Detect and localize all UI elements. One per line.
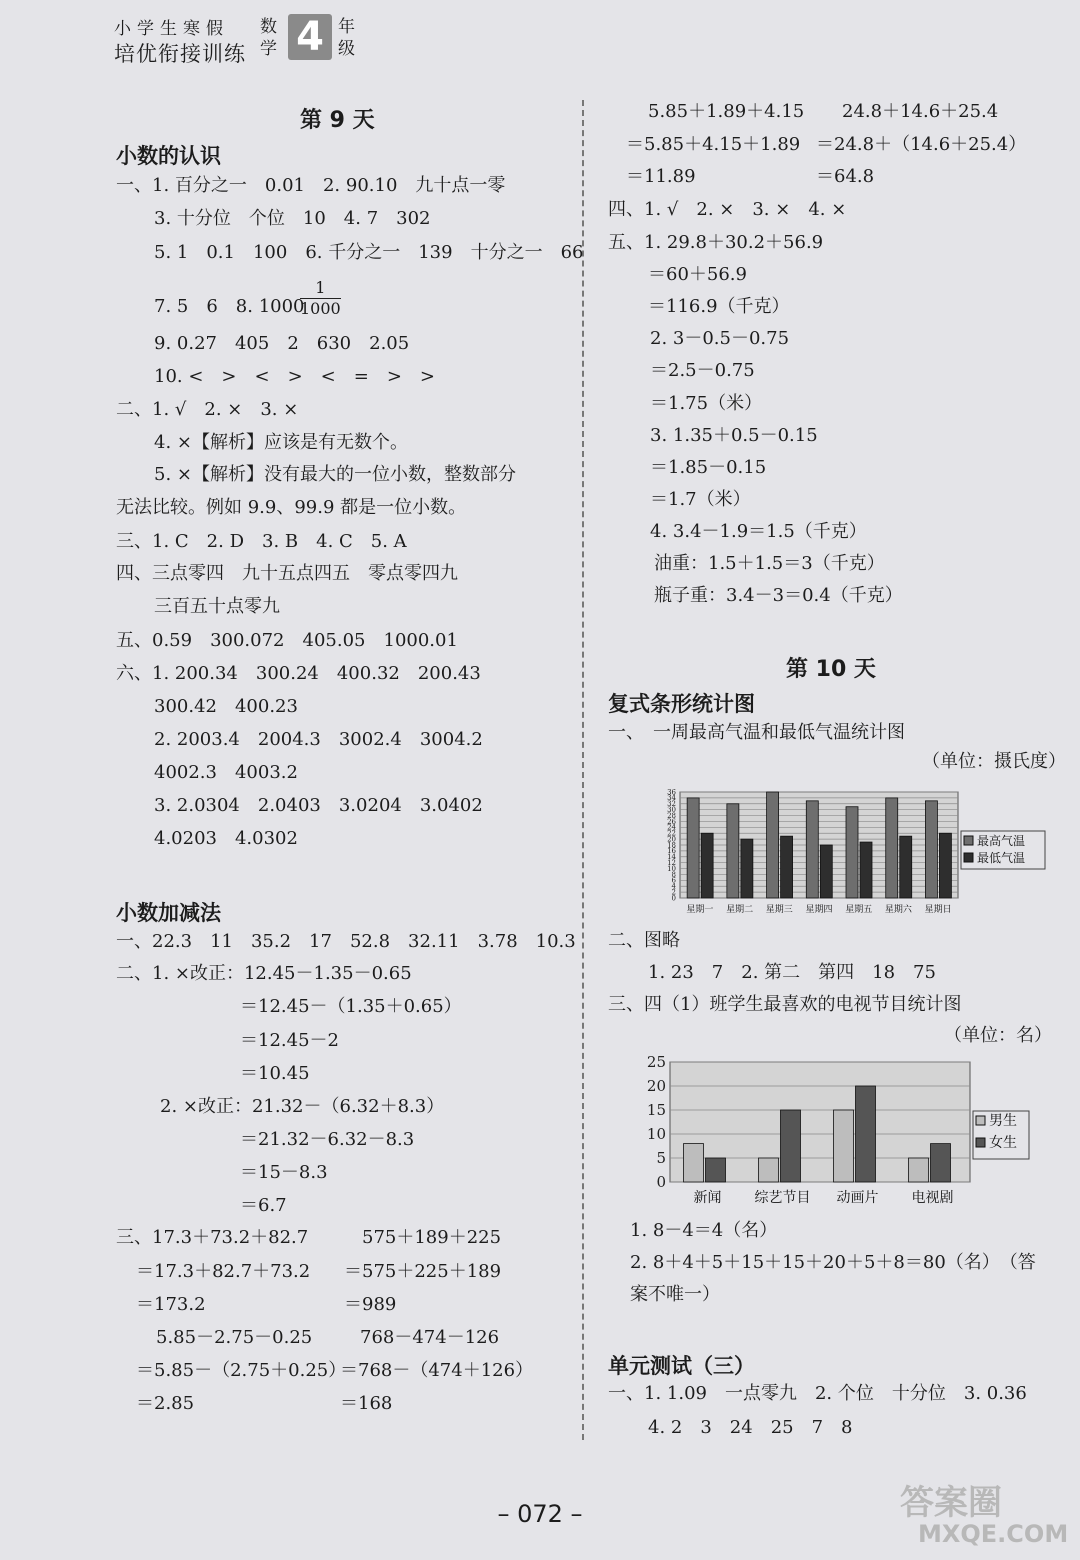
x-category-label: 新闻	[693, 1190, 722, 1206]
left-line: 2. ×改正：21.32－（6.32＋8.3）	[160, 1096, 445, 1117]
left-line: ＝10.45	[240, 1063, 310, 1084]
right-line: 4. 3.4－1.9＝1.5（千克）	[650, 521, 867, 542]
right-line: 2. 3－0.5－0.75	[650, 328, 790, 349]
bar-最高气温-星期日	[925, 801, 937, 898]
right-line: 1. 23 7 2. 第二 第四 18 75	[648, 962, 936, 983]
left-line: 7. 5 6 8. 1000	[154, 296, 305, 317]
y-tick-label: 26	[667, 817, 676, 826]
legend-swatch	[976, 1116, 985, 1125]
right-section-heading: 单元测试（三）	[608, 1353, 755, 1378]
book-header	[114, 14, 374, 66]
bar-最高气温-星期六	[886, 798, 898, 898]
x-category-label: 电视剧	[911, 1190, 954, 1206]
right-line: ＝1.75（米）	[650, 393, 763, 414]
y-tick-label: 32	[667, 800, 676, 809]
y-tick-label: 28	[667, 811, 676, 820]
fraction-1-over-1000	[300, 278, 341, 319]
x-category-label: 星期四	[805, 905, 833, 915]
temperature-bar-chart	[658, 780, 1058, 920]
left-line: 5.85－2.75－0.25	[156, 1327, 313, 1348]
right-line: 五、1. 29.8＋30.2＋56.9	[608, 232, 824, 253]
left-line: 六、1. 200.34 300.24 400.32 200.43	[116, 663, 481, 684]
right-line: 二、图略	[608, 930, 680, 951]
bar-男生-新闻	[684, 1144, 704, 1182]
y-tick-label: 18	[667, 841, 676, 850]
left-line: 五、0.59 300.072 405.05 1000.01	[116, 630, 458, 651]
x-category-label: 星期六	[884, 905, 912, 915]
right-line: 3. 1.35＋0.5－0.15	[650, 425, 818, 446]
book-title-line1: 小学生寒假	[114, 19, 229, 39]
right-line: 5.85＋1.89＋4.15	[648, 101, 805, 122]
bar-最低气温-星期二	[741, 839, 753, 898]
right-line: 三、四（1）班学生最喜欢的电视节目统计图	[608, 994, 962, 1015]
bar-最高气温-星期三	[767, 792, 779, 898]
y-tick-label: 30	[667, 806, 676, 814]
left-line: 4. ×【解析】应该是有无数个。	[154, 432, 408, 453]
left-line: 无法比较。例如 9.9、99.9 都是一位小数。	[116, 497, 467, 518]
left-day-heading: 第 9 天	[300, 108, 375, 133]
right-line: 24.8＋14.6＋25.4	[842, 101, 999, 122]
left-line: ＝989	[344, 1294, 397, 1315]
y-tick-label: 5	[656, 1149, 666, 1167]
left-line: 5. ×【解析】没有最大的一位小数，整数部分	[154, 464, 516, 485]
y-tick-label: 10	[646, 1125, 666, 1143]
bar-最高气温-星期一	[687, 798, 699, 898]
y-tick-label: 0	[671, 894, 676, 903]
right-line: 四、1. √ 2. × 3. × 4. ×	[608, 199, 847, 220]
right-line: 一、1. 1.09 一点零九 2. 个位 十分位 3. 0.36	[608, 1383, 1027, 1404]
legend-label: 最低气温	[977, 851, 1026, 865]
x-category-label: 星期五	[845, 905, 873, 915]
right-line: 4. 2 3 24 25 7 8	[648, 1417, 853, 1438]
y-tick-label: 10	[667, 864, 676, 873]
left-line: 一、1. 百分之一 0.01 2. 90.10 九十点一零	[116, 175, 506, 196]
y-tick-label: 20	[646, 1077, 666, 1095]
bar-最低气温-星期五	[860, 842, 872, 898]
legend-swatch	[964, 853, 973, 862]
left-line: ＝12.45－（1.35＋0.65）	[240, 996, 462, 1017]
left-line: 768－474－126	[360, 1327, 500, 1348]
legend-swatch	[964, 836, 973, 845]
right-line: ＝2.5－0.75	[650, 360, 755, 381]
left-line: ＝173.2	[136, 1294, 206, 1315]
legend-swatch	[976, 1138, 985, 1147]
y-tick-label: 15	[646, 1101, 666, 1119]
bar-女生-电视剧	[931, 1144, 951, 1182]
right-line: ＝24.8＋（14.6＋25.4）	[816, 134, 1027, 155]
right-line: ＝11.89	[626, 166, 696, 187]
left-line: 4002.3 4003.2	[154, 762, 298, 783]
grade-unit: 年级	[338, 17, 355, 59]
right-line: ＝1.85－0.15	[650, 457, 767, 478]
left-line: 3. 十分位 个位 10 4. 7 302	[154, 208, 431, 229]
watermark-logo: 答案圈	[900, 1483, 1002, 1523]
left-line: ＝2.85	[136, 1393, 195, 1414]
left-line: 300.42 400.23	[154, 696, 298, 717]
y-tick-label: 16	[667, 847, 676, 856]
bar-最高气温-星期五	[846, 807, 858, 898]
left-line: 4.0203 4.0302	[154, 828, 298, 849]
y-tick-label: 14	[667, 853, 676, 862]
bar-女生-综艺节目	[781, 1110, 801, 1182]
y-tick-label: 4	[671, 882, 676, 891]
x-category-label: 星期一	[686, 905, 714, 915]
right-section-heading: 复式条形统计图	[608, 691, 755, 716]
y-tick-label: 2	[671, 888, 676, 897]
grade-badge: 4	[288, 14, 332, 60]
y-tick-label: 8	[671, 870, 676, 879]
right-line: 瓶子重：3.4－3＝0.4（千克）	[654, 585, 903, 606]
left-line: 10. < > < > < = > >	[154, 366, 436, 387]
right-line: ＝1.7（米）	[650, 489, 751, 510]
left-line: ＝575＋225＋189	[344, 1261, 502, 1282]
subject-label: 数学	[260, 17, 277, 59]
left-line: ＝168	[340, 1393, 393, 1414]
left-line: 二、1. ×改正：12.45－1.35－0.65	[116, 963, 412, 984]
left-line: 三百五十点零九	[154, 596, 280, 617]
right-line: 1. 8－4＝4（名）	[630, 1220, 778, 1241]
x-category-label: 综艺节目	[754, 1190, 811, 1206]
bar-最低气温-星期三	[781, 836, 793, 898]
left-section-heading: 小数的认识	[116, 143, 221, 168]
left-line: 9. 0.27 405 2 630 2.05	[154, 333, 410, 354]
x-category-label: 星期日	[924, 905, 952, 915]
left-line: ＝21.32－6.32－8.3	[240, 1129, 415, 1150]
right-line: 一、 一周最高气温和最低气温统计图	[608, 722, 905, 743]
x-category-label: 星期三	[765, 905, 793, 915]
right-day-heading: 第 10 天	[786, 657, 876, 682]
left-line: 575＋189＋225	[362, 1227, 502, 1248]
left-line: 5. 1 0.1 100 6. 千分之一 139 十分之一 66	[154, 242, 584, 263]
bar-最高气温-星期二	[727, 804, 739, 898]
left-line: ＝768－（474＋126）	[340, 1360, 534, 1381]
x-category-label: 动画片	[836, 1190, 879, 1206]
left-section-heading: 小数加减法	[116, 900, 221, 925]
y-tick-label: 34	[667, 794, 676, 803]
watermark-url: MXQE.COM	[918, 1520, 1069, 1548]
page-number: – 072 –	[497, 1500, 583, 1528]
legend-label: 男生	[989, 1113, 1017, 1129]
bar-最低气温-星期四	[820, 845, 832, 898]
bar-男生-动画片	[834, 1110, 854, 1182]
bar-最高气温-星期四	[806, 801, 818, 898]
y-tick-label: 22	[667, 829, 676, 838]
y-tick-label: 24	[667, 823, 676, 832]
left-line: 3. 2.0304 2.0403 3.0204 3.0402	[154, 795, 483, 816]
bar-女生-动画片	[856, 1086, 876, 1182]
x-category-label: 星期二	[726, 905, 754, 915]
left-line: 三、1. C 2. D 3. B 4. C 5. A	[116, 531, 407, 552]
bar-女生-新闻	[706, 1158, 726, 1182]
left-line: ＝6.7	[240, 1195, 287, 1216]
fraction-denominator: 1000	[300, 299, 341, 318]
left-line: ＝15－8.3	[240, 1162, 328, 1183]
column-divider	[582, 100, 584, 1440]
bar-最低气温-星期六	[900, 836, 912, 898]
left-line: ＝12.45－2	[240, 1030, 339, 1051]
right-line: 油重：1.5＋1.5＝3（千克）	[654, 553, 885, 574]
tv-program-bar-chart	[630, 1050, 1050, 1210]
legend-label: 女生	[989, 1135, 1017, 1151]
left-line: 四、三点零四 九十五点四五 零点零四九	[116, 563, 458, 584]
book-title-line2: 培优衔接训练	[114, 42, 246, 66]
left-line: 三、17.3＋73.2＋82.7	[116, 1227, 309, 1248]
y-tick-label: 25	[646, 1053, 666, 1071]
bar-男生-综艺节目	[759, 1158, 779, 1182]
y-tick-label: 12	[667, 859, 676, 867]
y-tick-label: 6	[671, 876, 676, 885]
bar-男生-电视剧	[909, 1158, 929, 1182]
right-line: ＝60＋56.9	[648, 264, 747, 285]
fraction-numerator: 1	[300, 278, 341, 299]
right-line: ＝116.9（千克）	[648, 296, 790, 317]
y-tick-label: 20	[667, 835, 676, 844]
right-line: （单位：名）	[944, 1025, 1052, 1046]
y-tick-label: 36	[667, 788, 676, 797]
right-line: （单位：摄氏度）	[922, 751, 1066, 772]
left-line: 2. 2003.4 2004.3 3002.4 3004.2	[154, 729, 483, 750]
bar-最低气温-星期一	[701, 833, 713, 898]
left-line: ＝5.85－（2.75＋0.25）	[136, 1360, 347, 1381]
left-line: ＝17.3＋82.7＋73.2	[136, 1261, 311, 1282]
right-line: ＝5.85＋4.15＋1.89	[626, 134, 801, 155]
right-line: 案不唯一）	[630, 1284, 720, 1305]
bar-最低气温-星期日	[939, 833, 951, 898]
left-line: 二、1. √ 2. × 3. ×	[116, 399, 299, 420]
left-line: 一、22.3 11 35.2 17 52.8 32.11 3.78 10.3	[116, 931, 576, 952]
right-line: 2. 8＋4＋5＋15＋15＋20＋5＋8＝80（名） （答	[630, 1252, 1036, 1273]
legend-label: 最高气温	[977, 834, 1026, 848]
right-line: ＝64.8	[816, 166, 875, 187]
y-tick-label: 0	[656, 1173, 666, 1191]
